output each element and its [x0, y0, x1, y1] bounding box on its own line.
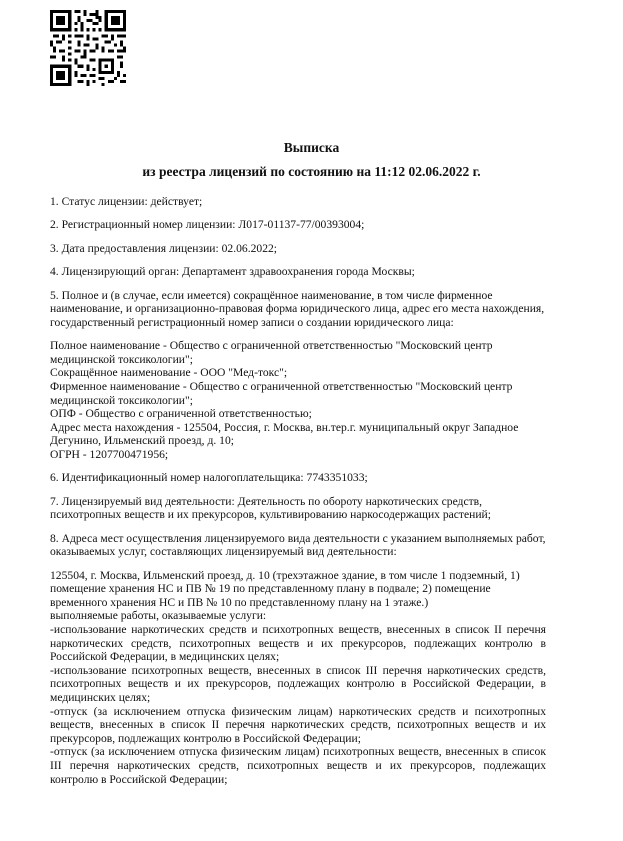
entity-opf: ОПФ - Общество с ограниченной ответственностью;: [50, 407, 312, 421]
item-entity-heading: 5. Полное и (в случае, если имеется) сокращённое наименование, в том числе фирменное наименование, и организационно-правовая форма юридического лица, адрес его места нахождения, государственный регистрационный номер записи о создании юридического лица:: [50, 288, 545, 329]
item-license-status: 1. Статус лицензии: действует;: [50, 195, 203, 208]
works-header: выполняемые работы, оказываемые услуги:: [50, 609, 267, 623]
document-subtitle: из реестра лицензий по состоянию на 11:12 02.06.2022 г.: [142, 164, 481, 179]
document-title: Выписка: [283, 140, 340, 155]
item-registration-number: 2. Регистрационный номер лицензии: Л017-01137-77/00393004;: [50, 218, 365, 232]
entity-full-name: Полное наименование - Общество с ограниченной ответственностью "Московский центр медицинской токсикологии";: [50, 339, 493, 366]
work-item: -использование психотропных веществ, внесенных в список III перечня наркотических средств, психотропных веществ и их прекурсоров, подлежащих контролю в Российской Федерации, в медицинских целях;: [50, 663, 546, 704]
entity-ogrn: ОГРН - 1207700471956;: [50, 447, 169, 461]
item-activity-addresses: 8. Адреса мест осуществления лицензируемого вида деятельности с указанием выполняемых работ, оказываемых услуг, составляющих лицензируемый вид деятельности:: [50, 531, 546, 559]
activity-address-block: [50, 569, 546, 787]
entity-details: [50, 339, 546, 461]
work-item: -использование наркотических средств и психотропных веществ, внесенных в список II перечня наркотических средств, психотропных веществ и их прекурсоров, подлежащих контролю в Российской Федерации, в медицинских целях;: [50, 623, 546, 664]
item-inn: 6. Идентификационный номер налогоплательщика: 7743351033;: [50, 471, 368, 485]
entity-address: Адрес места нахождения - 125504, Россия, г. Москва, вн.тер.г. муниципальный округ Западное Дегунино, Ильменский проезд, д. 10;: [50, 420, 519, 448]
activity-address: 125504, г. Москва, Ильменский проезд, д. 10 (трехэтажное здание, в том числе 1 подземный, 1) помещение хранения НС и ПВ № 19 по представленному плану в подвале; 2) помещение временного хранения НС и ПВ № 10 по представленному плану на 1 этаже.): [50, 568, 520, 609]
document-body: [50, 195, 546, 786]
work-item: -отпуск (за исключением отпуска физическим лицам) наркотических средств и психотропных веществ, внесенных в список II перечня наркотических средств, психотропных веществ и их прекурсоров, подлежащих контролю в Российской Федерации;: [50, 704, 546, 745]
item-activity-type: 7. Лицензируемый вид деятельности: Деятельность по обороту наркотических средств, психотропных веществ и их прекурсоров, культивированию наркосодержащих растений;: [50, 494, 491, 522]
item-issue-date: 3. Дата предоставления лицензии: 02.06.2022;: [50, 241, 278, 255]
entity-firm-name: Фирменное наименование - Общество с ограниченной ответственностью "Московский центр медицинской токсикологии";: [50, 379, 513, 407]
entity-short-name: Сокращённое наименование - ООО "Мед-токс";: [50, 366, 288, 380]
work-item: -отпуск (за исключением отпуска физическим лицам) психотропных веществ, внесенных в список III перечня наркотических средств, психотропных веществ и их прекурсоров, подлежащих контролю в Российской Федерации;: [50, 745, 546, 786]
item-licensing-authority: 4. Лицензирующий орган: Департамент здравоохранения города Москвы;: [50, 265, 415, 279]
qr-code: [50, 10, 126, 86]
